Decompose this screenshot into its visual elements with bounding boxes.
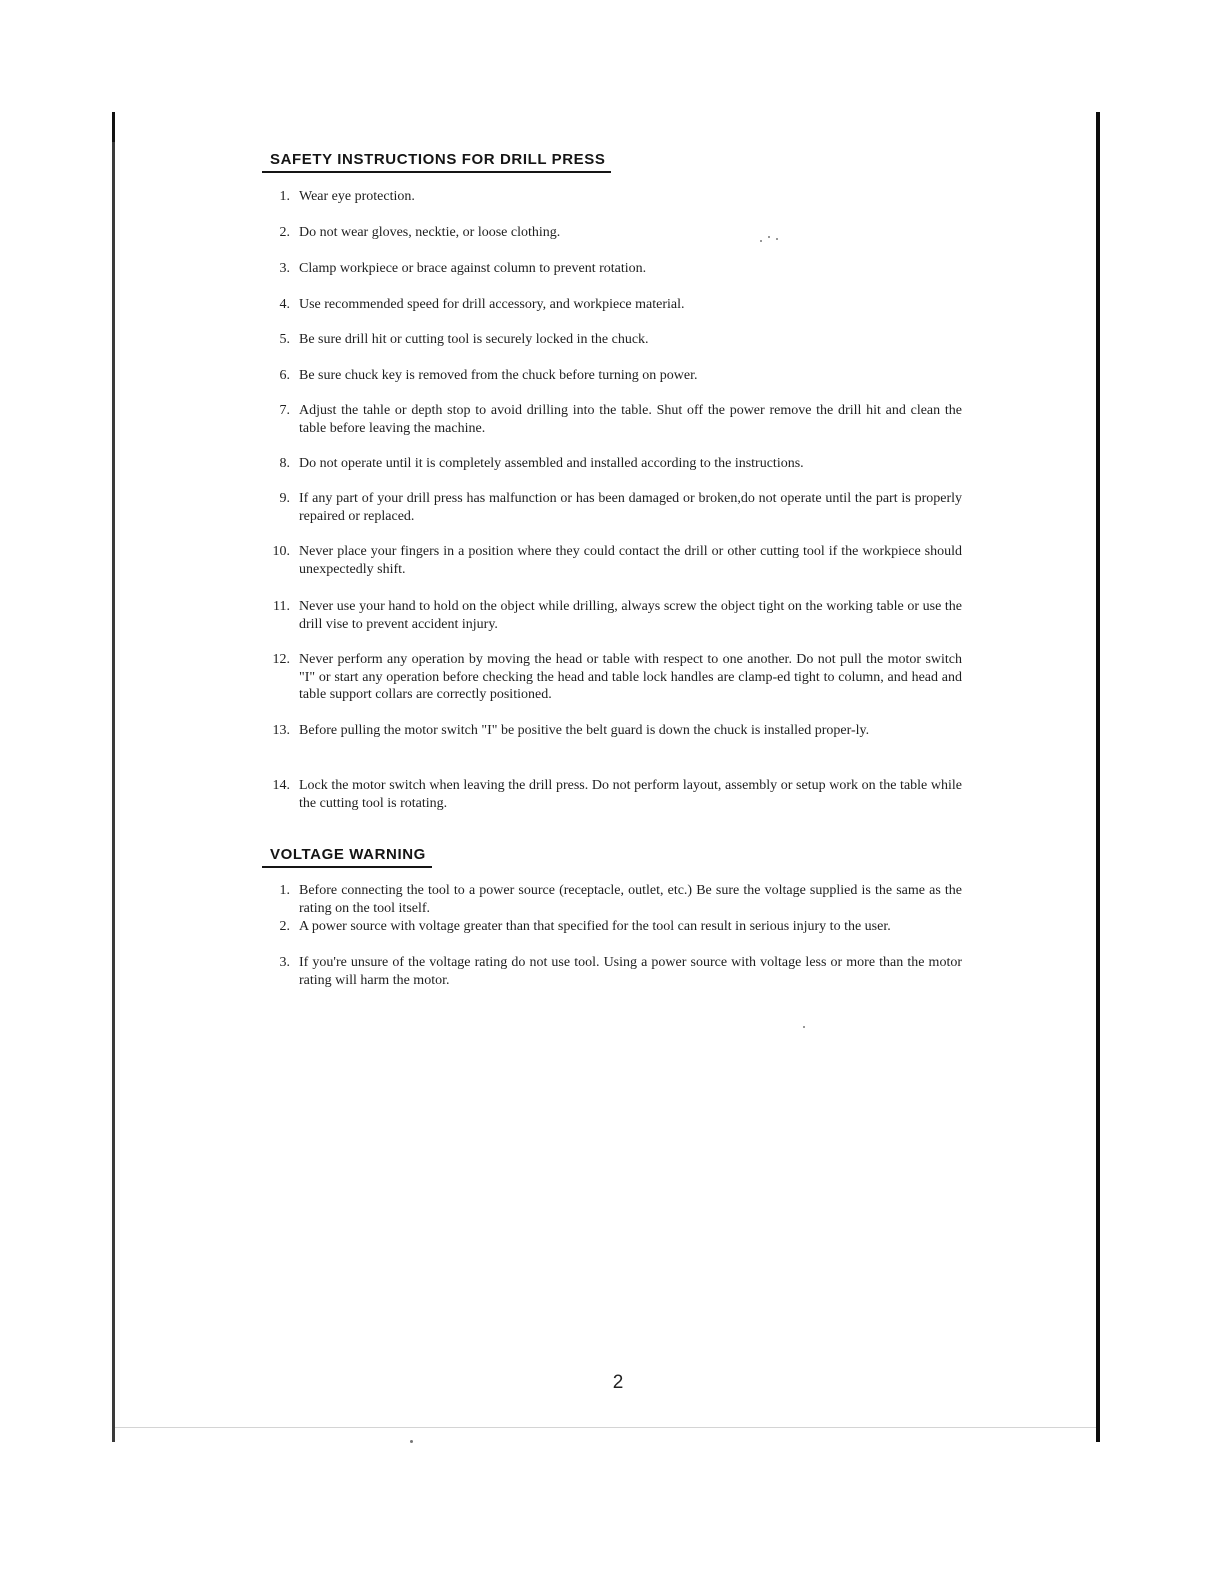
item-text: Do not operate until it is completely assembled and installed according to the instructions. [299,456,804,471]
item-number: 1. [279,883,290,898]
scan-edge-left [112,112,115,1442]
item-text: If you're unsure of the voltage rating do not use tool. Using a power source with voltage less or more than the motor rating will harm the motor. [299,955,962,988]
scan-speck [803,1026,805,1028]
item-number: 8. [279,456,290,471]
item-number: 9. [279,491,290,506]
item-text: Adjust the tahle or depth stop to avoid drilling into the table. Shut off the power remove the drill hit and clean the table before leaving the machine. [299,403,962,436]
item-number: 5. [279,332,290,347]
item-text: Never place your fingers in a position where they could contact the drill or other cutting tool if the workpiece should unexpectedly shift. [299,544,962,577]
item-text: Lock the motor switch when leaving the drill press. Do not perform layout, assembly or setup work on the table while the cutting tool is rotating. [299,778,962,811]
item-number: 3. [279,955,290,970]
safety-instructions-heading: SAFETY INSTRUCTIONS FOR DRILL PRESS [262,151,611,173]
item-text: Be sure chuck key is removed from the chuck before turning on power. [299,368,698,383]
item-number: 13. [272,723,290,738]
item-text: If any part of your drill press has malfunction or has been damaged or broken,do not operate until the part is properly repaired or replaced. [299,491,962,524]
item-number: 12. [272,652,290,667]
item-text: Wear eye protection. [299,189,415,204]
item-number: 1. [279,189,290,204]
voltage-warning-heading: VOLTAGE WARNING [262,846,432,868]
item-text: Never use your hand to hold on the object while drilling, always screw the object tight on the working table or use the drill vise to prevent accident injury. [299,599,962,632]
item-number: 2. [279,225,290,240]
scan-edge-left-dark [112,112,115,142]
item-text: Clamp workpiece or brace against column to prevent rotation. [299,261,647,276]
page-number: 2 [612,1372,624,1393]
item-text: A power source with voltage greater than that specified for the tool can result in serious injury to the user. [299,919,891,934]
item-text: Never perform any operation by moving the head or table with respect to one another. Do not pull the motor switch "I" or start any operation before checking the head and table lock handles are clamp-ed tight to column, and head and table support collars are correctly positioned. [299,652,962,702]
item-number: 3. [279,261,290,276]
item-text: Use recommended speed for drill accessory, and workpiece material. [299,297,685,312]
item-number: 14. [272,778,290,793]
item-number: 4. [279,297,290,312]
item-number: 7. [279,403,290,418]
item-text: Be sure drill hit or cutting tool is securely locked in the chuck. [299,332,649,347]
scan-edge-bottom [115,1427,1096,1428]
scan-speck [410,1440,413,1443]
item-number: 11. [273,599,290,614]
item-number: 6. [279,368,290,383]
item-text: Before connecting the tool to a power source (receptacle, outlet, etc.) Be sure the voltage supplied is the same as the rating on the tool itself. [299,883,962,916]
item-text: Do not wear gloves, necktie, or loose clothing. [299,225,561,240]
item-number: 2. [279,919,290,934]
item-text: Before pulling the motor switch "I" be positive the belt guard is down the chuck is installed proper-ly. [299,723,870,738]
scan-edge-right [1096,112,1100,1442]
item-number: 10. [272,544,290,559]
